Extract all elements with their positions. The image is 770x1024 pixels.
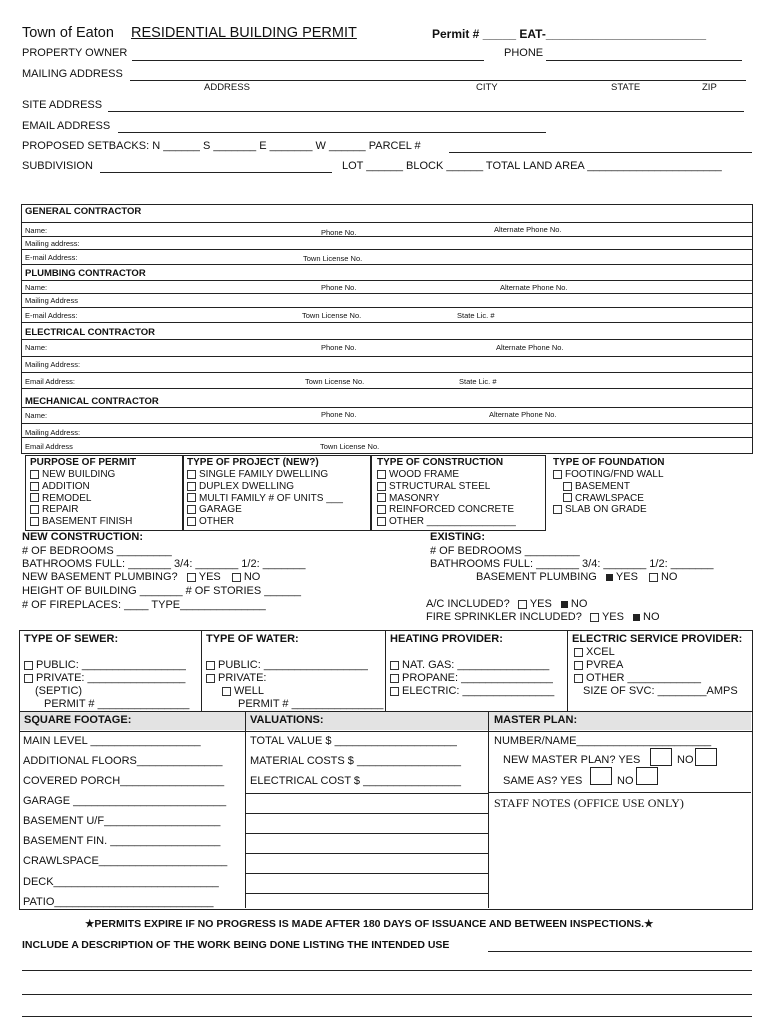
footage-garage[interactable]: GARAGE _________________________ <box>23 795 227 807</box>
existing-basement-no[interactable]: NO <box>649 571 678 583</box>
new-master-plan-yes-label: NEW MASTER PLAN? YES <box>503 754 641 766</box>
lot-block-area-label: LOT ______ BLOCK ______ TOTAL LAND AREA ______________________ <box>342 160 722 172</box>
checkbox-icon <box>390 687 399 696</box>
existing-basement-yes[interactable]: YES <box>606 571 638 583</box>
electrical-name-field[interactable]: Name: <box>25 343 48 352</box>
checkbox-icon <box>563 493 572 502</box>
site-address-field[interactable] <box>108 111 744 112</box>
new-basement-no[interactable]: NO <box>232 571 261 583</box>
mechanical-license-field[interactable]: Town License No. <box>320 442 380 451</box>
electric-provider-title: ELECTRIC SERVICE PROVIDER: <box>572 633 743 645</box>
same-as-no-checkbox[interactable] <box>636 767 658 785</box>
property-owner-field[interactable] <box>132 60 484 61</box>
footage-additional-floors[interactable]: ADDITIONAL FLOORS______________ <box>23 755 223 767</box>
electrical-email-field[interactable]: Email Address: <box>25 377 76 386</box>
water-permit-field[interactable]: PERMIT # _______________ <box>238 698 384 710</box>
new-master-no-checkbox[interactable] <box>695 748 717 766</box>
plumbing-alt-phone-field[interactable]: Alternate Phone No. <box>500 283 568 292</box>
general-mailing-field[interactable]: Mailing address: <box>25 239 80 248</box>
material-costs-field[interactable]: MATERIAL COSTS $ _________________ <box>250 755 461 767</box>
master-number-field[interactable]: NUMBER/NAME______________________ <box>494 735 712 747</box>
same-as-yes-checkbox[interactable] <box>590 767 612 785</box>
project-title: TYPE OF PROJECT (NEW?) <box>187 457 319 468</box>
checkbox-icon <box>187 493 196 502</box>
plumbing-name-field[interactable]: Name: <box>25 283 48 292</box>
new-construction-title: NEW CONSTRUCTION: <box>22 531 143 543</box>
state-sublabel: STATE <box>611 82 641 93</box>
total-value-field[interactable]: TOTAL VALUE $ ____________________ <box>250 735 457 747</box>
checkbox-icon <box>187 573 196 582</box>
purpose-option[interactable]: BASEMENT FINISH <box>30 516 132 528</box>
foundation-list <box>553 469 664 516</box>
checkbox-icon <box>553 470 562 479</box>
purpose-option[interactable]: REMODEL <box>30 493 132 505</box>
footage-patio[interactable]: PATIO__________________________ <box>23 896 214 908</box>
phone-label: PHONE <box>504 47 544 59</box>
plumbing-email-field[interactable]: E-mail Address: <box>25 311 78 320</box>
construction-option[interactable]: STRUCTURAL STEEL <box>377 481 516 493</box>
mechanical-phone-field[interactable]: Phone No. <box>321 410 357 419</box>
property-owner-label: PROPERTY OWNER <box>22 47 128 59</box>
mechanical-email-field[interactable]: Email Address <box>25 442 73 451</box>
construction-option[interactable]: MASONRY <box>377 493 516 505</box>
checkbox-filled-icon <box>606 574 613 581</box>
checkbox-icon <box>24 661 33 670</box>
plumbing-license-field[interactable]: Town License No. <box>302 311 362 320</box>
heating-propane-option[interactable]: PROPANE: _______________ <box>390 672 553 684</box>
purpose-list <box>30 469 132 528</box>
electrical-cost-field[interactable]: ELECTRICAL COST $ ________________ <box>250 775 461 787</box>
checkbox-icon <box>574 648 583 657</box>
town-name: Town of Eaton <box>22 25 114 41</box>
checkbox-icon <box>187 517 196 526</box>
new-master-yes-checkbox[interactable] <box>650 748 672 766</box>
water-public-option[interactable]: PUBLIC: _________________ <box>206 659 368 671</box>
construction-option[interactable]: OTHER ________________ <box>377 516 516 528</box>
heating-electric-option[interactable]: ELECTRIC: _______________ <box>390 685 554 697</box>
new-basement-plumbing: NEW BASEMENT PLUMBING? YES NO <box>22 571 261 583</box>
fire-sprinkler: FIRE SPRINKLER INCLUDED? YES NO <box>426 611 660 623</box>
sprinkler-no[interactable]: NO <box>633 611 660 623</box>
water-private-option[interactable]: PRIVATE: <box>206 672 267 684</box>
plumbing-phone-field[interactable]: Phone No. <box>321 283 357 292</box>
water-title: TYPE OF WATER: <box>206 633 299 645</box>
permit-expiry-notice: ★PERMITS EXPIRE IF NO PROGRESS IS MADE AFTER 180 DAYS OF ISSUANCE AND BETWEEN INSPECTIONS.★ <box>85 918 654 930</box>
checkbox-icon <box>187 482 196 491</box>
email-field[interactable] <box>118 132 546 133</box>
checkbox-icon <box>30 493 39 502</box>
project-option[interactable]: SINGLE FAMILY DWELLING <box>187 469 343 481</box>
staff-notes-label: STAFF NOTES (OFFICE USE ONLY) <box>494 796 684 810</box>
general-email-field[interactable]: E-mail Address: <box>25 253 78 262</box>
subdivision-label: SUBDIVISION <box>22 160 93 172</box>
sewer-public-option[interactable]: PUBLIC: _________________ <box>24 659 186 671</box>
electrical-alt-phone-field[interactable]: Alternate Phone No. <box>496 343 564 352</box>
checkbox-icon <box>377 505 386 514</box>
foundation-title: TYPE OF FOUNDATION <box>553 457 665 468</box>
electrical-state-lic-field[interactable]: State Lic. # <box>459 377 497 386</box>
new-bedrooms-field[interactable]: # OF BEDROOMS _________ <box>22 545 172 557</box>
sewer-private-option[interactable]: PRIVATE: ________________ <box>24 672 185 684</box>
general-alt-phone-field[interactable]: Alternate Phone No. <box>494 225 562 234</box>
project-option[interactable]: OTHER <box>187 516 343 528</box>
checkbox-icon <box>24 674 33 683</box>
foundation-option[interactable]: FOOTING/FND WALL <box>553 469 664 481</box>
purpose-option[interactable]: ADDITION <box>30 481 132 493</box>
general-name-field[interactable]: Name: <box>25 226 48 235</box>
sewer-permit-field[interactable]: PERMIT # _______________ <box>44 698 190 710</box>
checkbox-icon <box>232 573 241 582</box>
checkbox-icon <box>30 517 39 526</box>
purpose-title: PURPOSE OF PERMIT <box>30 457 137 468</box>
page-title: RESIDENTIAL BUILDING PERMIT <box>131 25 357 41</box>
heating-title: HEATING PROVIDER: <box>390 633 503 645</box>
footage-deck[interactable]: DECK___________________________ <box>23 876 219 888</box>
footage-basement-fin[interactable]: BASEMENT FIN. __________________ <box>23 835 221 847</box>
site-address-label: SITE ADDRESS <box>22 99 103 111</box>
new-basement-yes[interactable]: YES <box>187 571 221 583</box>
mechanical-name-field[interactable]: Name: <box>25 411 48 420</box>
construction-title: TYPE OF CONSTRUCTION <box>377 457 504 468</box>
electrical-license-field[interactable]: Town License No. <box>305 377 365 386</box>
checkbox-icon <box>30 482 39 491</box>
valuations-title: VALUATIONS: <box>250 714 324 726</box>
purpose-option[interactable]: REPAIR <box>30 504 132 516</box>
plumbing-state-lic-field[interactable]: State Lic. # <box>457 311 495 320</box>
sprinkler-yes[interactable]: YES <box>590 611 624 623</box>
new-master-plan-no-label: NO <box>677 754 694 766</box>
electrical-phone-field[interactable]: Phone No. <box>321 343 357 352</box>
mechanical-contractor-title: MECHANICAL CONTRACTOR <box>25 396 159 407</box>
ac-yes[interactable]: YES <box>518 598 552 610</box>
parcel-field[interactable] <box>449 152 752 153</box>
work-description-label: INCLUDE A DESCRIPTION OF THE WORK BEING DONE LISTING THE INTENDED USE <box>22 939 450 951</box>
checkbox-icon <box>518 600 527 609</box>
project-list <box>187 469 343 528</box>
checkbox-icon <box>574 674 583 683</box>
existing-basement-plumbing: BASEMENT PLUMBING YES NO <box>476 571 678 583</box>
electric-xcel-option[interactable]: XCEL <box>574 646 615 658</box>
existing-bathrooms-field[interactable]: BATHROOMS FULL: _______ 3/4: _______ 1/2: _______ <box>430 558 714 570</box>
master-plan-title: MASTER PLAN: <box>494 714 578 726</box>
checkbox-icon <box>649 573 658 582</box>
checkbox-filled-icon <box>633 614 640 621</box>
fireplaces-field[interactable]: # OF FIREPLACES: ____ TYPE______________ <box>22 599 266 611</box>
address-sublabel: ADDRESS <box>204 82 250 93</box>
checkbox-icon <box>563 482 572 491</box>
checkbox-icon <box>377 470 386 479</box>
construction-option[interactable]: WOOD FRAME <box>377 469 516 481</box>
work-description-field[interactable] <box>488 951 752 952</box>
footage-covered-porch[interactable]: COVERED PORCH_________________ <box>23 775 225 787</box>
foundation-option[interactable]: SLAB ON GRADE <box>553 504 664 516</box>
checkbox-icon <box>377 517 386 526</box>
checkbox-icon <box>187 505 196 514</box>
checkbox-icon <box>206 661 215 670</box>
checkbox-icon <box>377 482 386 491</box>
service-size-field[interactable]: SIZE OF SVC: ________AMPS <box>583 685 738 697</box>
height-stories-field[interactable]: HEIGHT OF BUILDING _______ # OF STORIES ______ <box>22 585 301 597</box>
sewer-title: TYPE OF SEWER: <box>24 633 119 645</box>
work-description-line[interactable] <box>22 994 752 995</box>
project-option[interactable]: MULTI FAMILY # OF UNITS ___ <box>187 493 343 505</box>
footage-basement-uf[interactable]: BASEMENT U/F___________________ <box>23 815 221 827</box>
city-sublabel: CITY <box>476 82 498 93</box>
same-as-yes-label: SAME AS? YES <box>503 775 583 787</box>
general-phone-field[interactable]: Phone No. <box>321 228 357 237</box>
checkbox-icon <box>187 470 196 479</box>
general-license-field[interactable]: Town License No. <box>303 254 363 263</box>
email-label: EMAIL ADDRESS <box>22 120 111 132</box>
checkbox-icon <box>30 470 39 479</box>
mechanical-alt-phone-field[interactable]: Alternate Phone No. <box>489 410 557 419</box>
existing-bedrooms-field[interactable]: # OF BEDROOMS _________ <box>430 545 580 557</box>
work-description-line[interactable] <box>22 1016 752 1017</box>
electric-pvrea-option[interactable]: PVREA <box>574 659 623 671</box>
project-option[interactable]: DUPLEX DWELLING <box>187 481 343 493</box>
general-contractor-title: GENERAL CONTRACTOR <box>25 206 142 217</box>
checkbox-icon <box>590 613 599 622</box>
checkbox-filled-icon <box>561 601 568 608</box>
same-as-no-label: NO <box>617 775 634 787</box>
ac-no[interactable]: NO <box>561 598 588 610</box>
checkbox-icon <box>206 674 215 683</box>
water-well-option[interactable]: WELL <box>222 685 264 697</box>
checkbox-icon <box>553 505 562 514</box>
mailing-address-field[interactable] <box>130 80 746 81</box>
checkbox-icon <box>377 493 386 502</box>
construction-list <box>377 469 516 528</box>
phone-field[interactable] <box>546 60 742 61</box>
zip-sublabel: ZIP <box>702 82 717 93</box>
new-bathrooms-field[interactable]: BATHROOMS FULL: _______ 3/4: _______ 1/2: _______ <box>22 558 306 570</box>
footage-main-level[interactable]: MAIN LEVEL __________________ <box>23 735 201 747</box>
mechanical-mailing-field[interactable]: Mailing Address: <box>25 428 81 437</box>
construction-option[interactable]: REINFORCED CONCRETE <box>377 504 516 516</box>
sewer-septic-label: (SEPTIC) <box>35 685 83 697</box>
existing-title: EXISTING: <box>430 531 486 543</box>
checkbox-icon <box>574 661 583 670</box>
plumbing-mailing-field[interactable]: Mailing Address <box>25 296 78 305</box>
checkbox-icon <box>222 687 231 696</box>
footage-crawlspace[interactable]: CRAWLSPACE_____________________ <box>23 855 228 867</box>
purpose-option[interactable]: NEW BUILDING <box>30 469 132 481</box>
mailing-address-label: MAILING ADDRESS <box>22 68 123 80</box>
ac-included: A/C INCLUDED? YES NO <box>426 598 588 610</box>
foundation-option[interactable]: BASEMENT <box>553 481 664 493</box>
subdivision-field[interactable] <box>100 172 332 173</box>
project-option[interactable]: GARAGE <box>187 504 343 516</box>
electrical-contractor-title: ELECTRICAL CONTRACTOR <box>25 327 156 338</box>
footage-title: SQUARE FOOTAGE: <box>24 714 132 726</box>
foundation-option[interactable]: CRAWLSPACE <box>553 493 664 505</box>
checkbox-icon <box>390 661 399 670</box>
heating-gas-option[interactable]: NAT. GAS: _______________ <box>390 659 549 671</box>
electrical-mailing-field[interactable]: Mailing Address: <box>25 360 81 369</box>
checkbox-icon <box>30 505 39 514</box>
checkbox-icon <box>390 674 399 683</box>
electric-other-option[interactable]: OTHER ____________ <box>574 672 701 684</box>
plumbing-contractor-title: PLUMBING CONTRACTOR <box>25 268 146 279</box>
setbacks-label: PROPOSED SETBACKS: N ______ S _______ E _______ W ______ PARCEL # <box>22 140 421 152</box>
permit-number: Permit # _____ EAT-________________________ <box>432 27 707 41</box>
work-description-line[interactable] <box>22 970 752 971</box>
